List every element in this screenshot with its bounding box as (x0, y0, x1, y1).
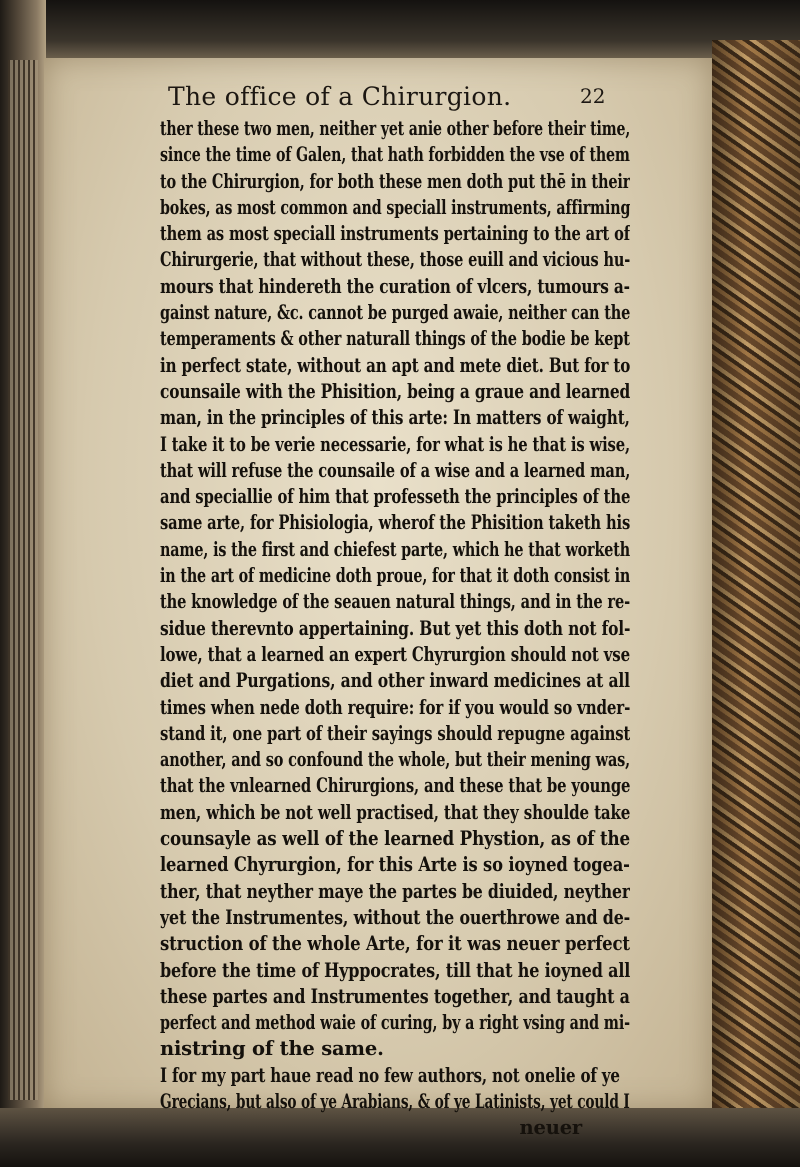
text-line: temperaments & other naturall things of the bodie be kept (160, 327, 630, 351)
text-line: learned Chyrurgion, for this Arte is so ioyned togea- (160, 853, 630, 877)
text-line: mours that hindereth the curation of vlcers, tumours a- (160, 274, 630, 298)
page-edges (8, 60, 38, 1100)
text-line: name, is the first and chiefest parte, which he that worketh (160, 537, 630, 561)
text-line: that the vnlearned Chirurgions, and these that be younge (160, 774, 630, 798)
text-line: gainst nature, &c. cannot be purged awaie, neither can the (160, 301, 630, 325)
text-line: yet the Instrumentes, without the ouerthrowe and de- (160, 905, 630, 929)
text-line: and speciallie of him that professeth the principles of the (160, 485, 630, 509)
text-line: diet and Purgations, and other inward medicines at all (160, 669, 630, 693)
text-line: another, and so confound the whole, but their mening was, (160, 748, 630, 772)
text-line: neuer (519, 1116, 582, 1140)
text-line: before the time of Hyppocrates, till that he ioyned all (160, 958, 630, 982)
text-line: Chirurgerie, that without these, those euill and vicious hu- (160, 248, 630, 272)
page-number: 22 (580, 84, 606, 108)
text-line: counsaile with the Phisition, being a graue and learned (160, 379, 630, 403)
text-line: I take it to be verie necessarie, for what is he that is wise, (160, 432, 630, 456)
text-line: ther these two men, neither yet anie other before their time, (160, 117, 630, 140)
text-line: counsayle as well of the learned Phystion, as of the (160, 827, 630, 851)
text-line: Grecians, but also of ye Arabians, & of ye Latinists, yet could I (160, 1089, 630, 1113)
marbled-fore-edge (712, 40, 800, 1130)
text-line: struction of the whole Arte, for it was neuer perfect (160, 932, 630, 956)
book-spine-gutter (0, 0, 46, 1167)
text-line: since the time of Galen, that hath forbidden the vse of them (160, 143, 630, 167)
scan-top-edge (0, 0, 800, 58)
text-line: nistring of the same. (160, 1037, 384, 1061)
body-text (160, 116, 630, 1142)
text-line: in perfect state, without an apt and mete diet. But for to (160, 353, 630, 377)
text-line: men, which be not well practised, that they shoulde take (160, 800, 630, 824)
text-line: perfect and method waie of curing, by a right vsing and mi- (160, 1011, 630, 1035)
text-line: lowe, that a learned an expert Chyrurgion should not vse (160, 642, 630, 666)
text-line: stand it, one part of their sayings should repugne against (160, 721, 630, 745)
running-head: The office of a Chirurgion. (168, 82, 512, 111)
text-line: times when nede doth require: for if you would so vnder- (160, 695, 630, 719)
text-line: the knowledge of the seauen natural things, and in the re- (160, 590, 630, 614)
text-line: these partes and Instrumentes together, and taught a (160, 984, 630, 1008)
text-line: same arte, for Phisiologia, wherof the Phisition taketh his (160, 511, 630, 535)
text-line: bokes, as most common and speciall instruments, affirming (160, 195, 630, 219)
text-line: sidue therevnto appertaining. But yet this doth not fol- (160, 616, 630, 640)
text-line: man, in the principles of this arte: In matters of waight, (160, 406, 630, 430)
text-line: I for my part haue read no few authors, not onelie of ye (160, 1063, 620, 1087)
text-line: to the Chirurgion, for both these men doth put thē in their (160, 169, 630, 193)
text-line: ther, that neyther maye the partes be diuided, neyther (160, 879, 630, 903)
text-line: them as most speciall instruments pertaining to the art of (160, 222, 630, 246)
text-line: in the art of medicine doth proue, for that it doth consist in (160, 564, 630, 588)
text-line: that will refuse the counsaile of a wise and a learned man, (160, 458, 630, 482)
